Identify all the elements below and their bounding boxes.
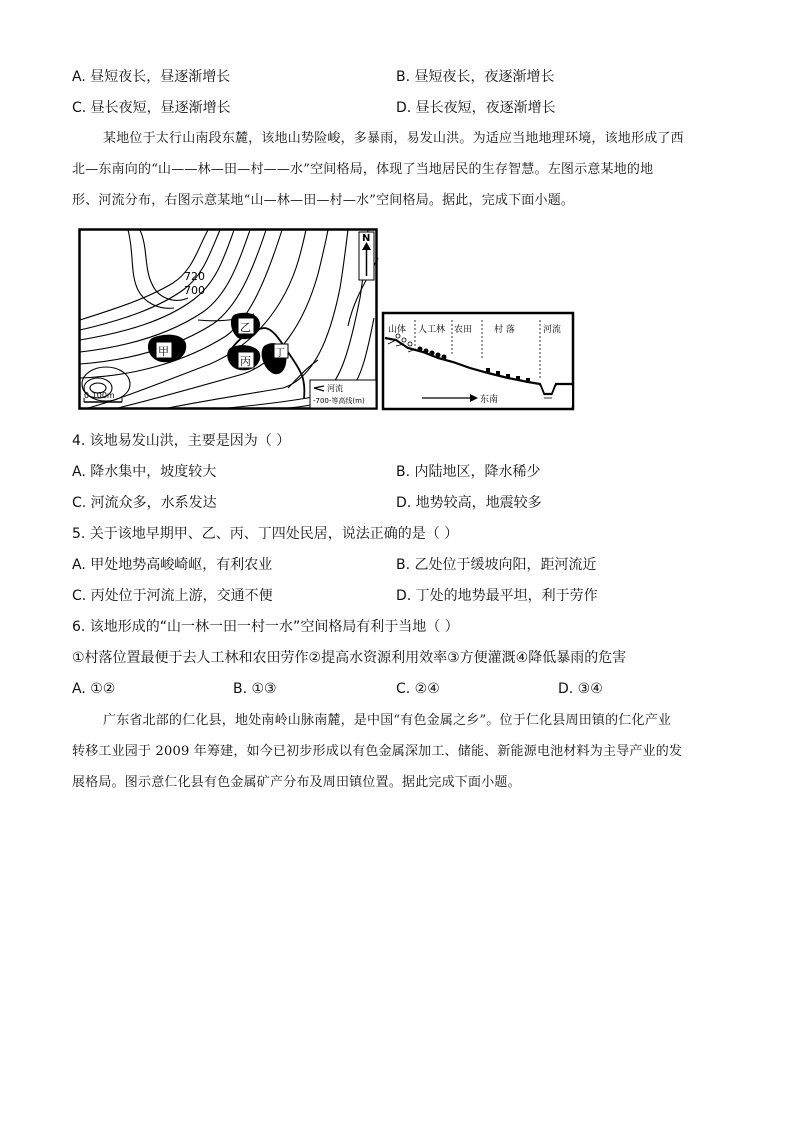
- profile-diagram: [383, 313, 573, 409]
- passage1-line3: 形、河流分布，右图示意某地“山—林—田—村—水”空间格局。据此，完成下面小题。: [72, 193, 575, 208]
- house-ding-label: 丁: [275, 348, 285, 359]
- house-bing-label: 丙: [240, 355, 251, 368]
- profile-direction-label: 东南: [480, 395, 499, 405]
- passage2-line2: 转移工业园于 2009 年筹建，如今已初步形成以有色金属深加工、储能、新能源电池材料为主导产业的发: [72, 744, 683, 759]
- legend-contour: -700-等高线(m): [313, 397, 365, 405]
- figure-map-and-profile: [78, 228, 575, 411]
- q3-option-c: C. 昼长夜短，昼逐渐增长: [72, 100, 231, 116]
- house-yi-label: 乙: [240, 321, 251, 334]
- profile-label-nongtian: 农田: [454, 325, 473, 335]
- q3-option-a: A. 昼短夜长，昼逐渐增长: [72, 69, 231, 85]
- q6-option-b: B. ①③: [233, 681, 277, 697]
- q4-option-a: A. 降水集中，坡度较大: [72, 464, 217, 480]
- q6-statements: ①村落位置最便于去人工林和农田劳作②提高水资源利用效率③方便灌溉④降低暴雨的危害: [72, 650, 627, 666]
- q4-option-d: D. 地势较高，地震较多: [396, 495, 542, 511]
- q5-option-b: B. 乙处位于缓坡向阳，距河流近: [396, 557, 597, 573]
- q5-option-d: D. 丁处的地势最平坦，利于劳作: [396, 588, 598, 604]
- passage2-line1: 广东省北部的仁化县，地处南岭山脉南麓，是中国“有色金属之乡”。位于仁化县周田镇的仁化产业: [103, 713, 672, 728]
- q4-option-b: B. 内陆地区，降水稀少: [396, 464, 541, 480]
- scale-label: 0 100m: [84, 391, 115, 400]
- q6-option-a: A. ①②: [72, 681, 116, 697]
- map-legend: [310, 380, 376, 408]
- profile-label-shanti: 山体: [388, 325, 407, 335]
- q4-stem: 4. 该地易发山洪，主要是因为（ ）: [72, 433, 291, 449]
- q4-option-c: C. 河流众多，水系发达: [72, 495, 217, 511]
- q6-option-c: C. ②④: [396, 681, 440, 697]
- q6-option-d: D. ③④: [558, 681, 603, 697]
- q3-option-b: B. 昼短夜长，夜逐渐增长: [396, 69, 555, 85]
- contour-label-700: 700: [184, 284, 205, 297]
- q5-option-a: A. 甲处地势高峻崎岖，有利农业: [72, 557, 273, 573]
- house-jia-label: 甲: [158, 345, 169, 358]
- contour-label-720: 720: [184, 270, 205, 283]
- profile-label-cunluo: 村 落: [494, 325, 515, 335]
- profile-label-rengonglin: 人工林: [418, 325, 446, 335]
- north-arrow-icon: [359, 232, 374, 280]
- passage1-line2: 北—东南向的“山——林—田—村——水”空间格局，体现了当地居民的生存智慧。左图示意某地的地: [72, 162, 654, 177]
- topographic-map: [80, 230, 379, 409]
- q5-option-c: C. 丙处位于河流上游，交通不便: [72, 588, 273, 604]
- passage1-line1: 某地位于太行山南段东麓，该地山势险峻，多暴雨，易发山洪。为适应当地地理环境，该地形成了西: [103, 131, 684, 146]
- passage2-line3: 展格局。图示意仁化县有色金属矿产分布及周田镇位置。据此完成下面小题。: [72, 775, 521, 790]
- q3-option-d: D. 昼长夜短，夜逐渐增长: [396, 100, 556, 116]
- north-label: N: [362, 233, 371, 244]
- profile-label-heliu: 河流: [543, 325, 562, 335]
- q5-stem: 5. 关于该地早期甲、乙、丙、丁四处民居，说法正确的是（ ）: [72, 526, 459, 542]
- legend-river: 河流: [327, 384, 343, 393]
- q6-stem: 6. 该地形成的“山一林一田一村一水”空间格局有利于当地（ ）: [72, 619, 459, 635]
